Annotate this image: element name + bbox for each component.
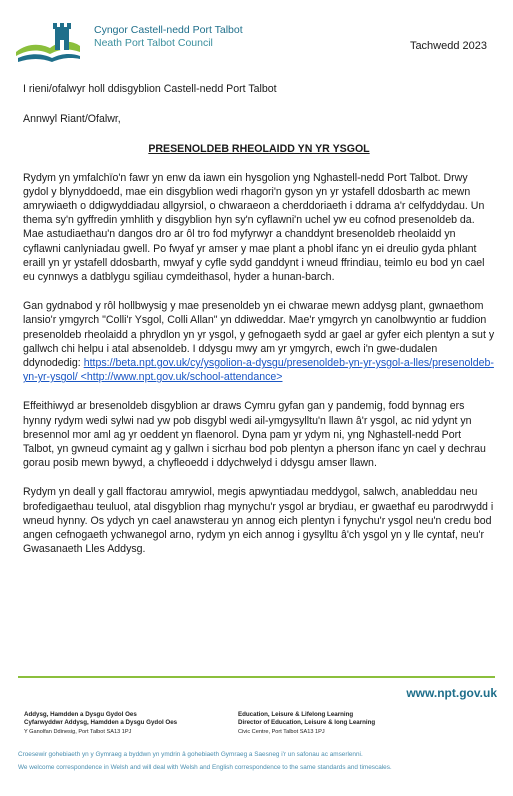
footer-location-english: Civic Centre, Port Talbot SA13 1PJ [238, 728, 325, 735]
council-logo [14, 18, 82, 64]
footer-director-welsh: Cyfarwyddwr Addysg, Hamdden a Dysgu Gydol Oes [24, 719, 178, 727]
salutation: Annwyl Riant/Ofalwr, [23, 113, 121, 126]
council-name-welsh: Cyngor Castell-nedd Port Talbot [94, 24, 243, 36]
addressee: I rieni/ofalwyr holl ddisgyblion Castell-nedd Port Talbot [23, 83, 277, 95]
letter-body [23, 82, 495, 571]
letter-date: Tachwedd 2023 [409, 40, 487, 52]
paragraph-2: Gan gydnabod y rôl hollbwysig y mae presenoldeb yn ei chwarae mewn addysg plant, gwnaethom lansio'r ymgyrch "Colli'r Ysgol, Colli Allan" yn ddiweddar. Mae'r ymgyrch yn canolbwyntio ar fuddion presenoldeb rheolaidd a phrydlon yn yr ysgol, y gefnogaeth sydd ar gael ar gyfer eich plentyn a sut y gallwch chi helpu i atal absenoldeb. I ddysgu mwy am yr ymgyrch, ewch i'n gwe-dudalen ddynodedig: [23, 300, 495, 370]
paragraph-1: Rydym yn ymfalchïo'n fawr yn enw da iawn ein hysgolion yng Nghastell-nedd Port Talbot. Drwy gydol y blynyddoedd, mae ein disgyblion wedi rhagori'n gyson yn yr ystafell ddosbarth ac mewn amrywiaeth o ddigwyddiadau allgyrsiol, o chwaraeon a cherddoriaeth i ddrama a'r celfyddydau. Un thema sy'n gyffredin ymhlith y disgyblion hyn sy'n cyflawni'n uchel yw eu cofnod presenoldeb da. Mae astudiaethau'n dangos dro ar ôl tro fod myfyrwyr a chanddynt bresenoldeb rheolaidd yn cyflawni canlyniadau gwell. Po fwyaf yr amser y mae plant a phobl ifanc yn ei dreulio gyda phlant eraill yn yr ystafell ddosbarth, mwyaf y cyfle sydd ganddynt i wneud ffrindiau, teimlo eu bod yn cael eu cynnwys a datblygu sgiliau cymdeithasol, hyder a hunan-barch. [23, 171, 485, 284]
council-name [94, 24, 243, 50]
language-notice-english: We welcome correspondence in Welsh and will deal with Welsh and English correspondence to the same standards and timescales. [18, 764, 392, 771]
council-name-english: Neath Port Talbot Council [94, 37, 213, 49]
letterhead [14, 18, 499, 68]
footer-director-english: Director of Education, Leisure & long Learning [238, 719, 376, 727]
footer-website[interactable]: www.npt.gov.uk [406, 686, 497, 700]
footer-divider [18, 676, 495, 678]
paragraph-3: Effeithiwyd ar bresenoldeb disgyblion ar draws Cymru gyfan gan y pandemig, fodd bynnag ers hynny rydym wedi sylwi nad yw pob disgybl wedi ail-ymgysylltu'n llawn â'r ysgol, ac nid ydynt yn bresennol mor aml ag yr oeddent yn flaenorol. Dyna pam yr ydym ni, yng Nghastell-nedd Port Talbot, yn gwneud cymaint ag y gallwn i sicrhau bod pob plentyn a pherson ifanc yn cael y dechrau gorau posib mewn bywyd, a chyfleoedd i ddychwelyd i ddysgu amser llawn. [23, 400, 486, 470]
letter-title: PRESENOLDEB RHEOLAIDD YN YR YSGOL [148, 143, 370, 156]
footer-address-welsh [24, 711, 177, 736]
language-notice [18, 748, 500, 774]
footer-address-english [238, 711, 375, 736]
footer-location-welsh: Y Ganolfan Ddinesig, Port Talbot SA13 1PJ [24, 728, 132, 735]
paragraph-2-block [23, 299, 495, 384]
footer-dept-welsh: Addysg, Hamdden a Dysgu Gydol Oes [24, 711, 137, 718]
footer-dept-english: Education, Leisure & Lifelong Learning [238, 711, 354, 718]
attendance-link[interactable]: https://beta.npt.gov.uk/cy/ysgolion-a-dysgu/presenoldeb-yn-yr-ysgol-a-lles/presenoldeb-yn-yr-ysgol/ <http://www.npt.gov.uk/school-attendance> [23, 357, 494, 384]
paragraph-4: Rydym yn deall y gall ffactorau amrywiol, megis apwyntiadau meddygol, salwch, anableddau neu brofedigaethau teuluol, atal disgyblion rhag mynychu'r ysgol ar brydiau, er gwaethaf eu parodrwydd i wneud hynny. Os ydych yn cael anawsterau yn annog eich plentyn i fynychu'r ysgol neu'n credu bod angen cefnogaeth ychwanegol arno, rydym yn eich annog i gysylltu â'ch ysgol yn y lle cyntaf, neu'r Gwasanaeth Lles Addysg. [23, 486, 494, 556]
language-notice-welsh: Croesewir gohebiaeth yn y Gymraeg a byddwn yn ymdrin â gohebiaeth Gymraeg a Saesneg i'r un safonau ac amserlenni. [18, 751, 363, 758]
